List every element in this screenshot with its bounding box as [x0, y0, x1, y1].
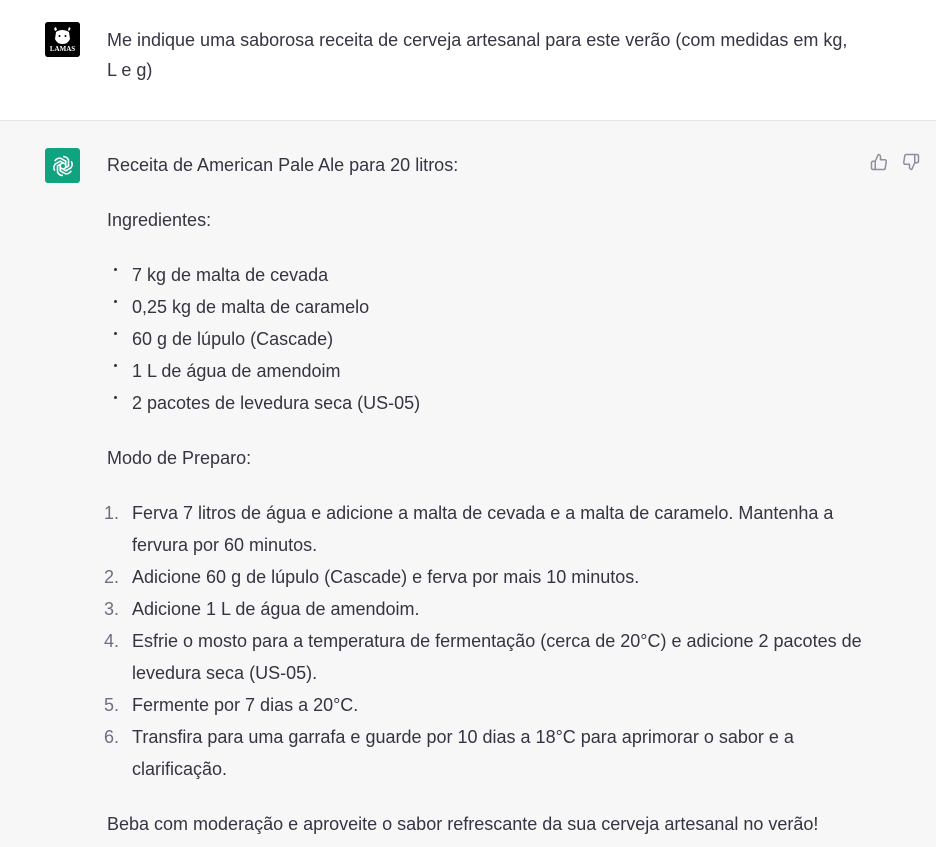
thumbs-down-button[interactable] — [900, 151, 922, 173]
step-number: 4. — [104, 631, 120, 651]
ingredients-heading: Ingredientes: — [107, 210, 212, 230]
thumbs-down-icon — [902, 153, 920, 171]
step-number: 2. — [104, 567, 120, 587]
step-item — [104, 689, 867, 721]
step-item — [104, 561, 867, 593]
ingredient-item: 2 pacotes de levedura seca (US-05) — [107, 387, 867, 419]
assistant-avatar — [45, 148, 80, 183]
thumbs-up-icon — [870, 153, 888, 171]
step-item — [104, 625, 867, 689]
step-text: Adicione 1 L de água de amendoim. — [132, 599, 420, 619]
feedback-buttons — [868, 151, 922, 173]
step-number: 6. — [104, 727, 120, 747]
step-item — [104, 497, 867, 561]
step-text: Adicione 60 g de lúpulo (Cascade) e ferva por mais 10 minutos. — [132, 567, 640, 587]
method-heading: Modo de Preparo: — [107, 448, 252, 468]
thumbs-up-button[interactable] — [868, 151, 890, 173]
step-text: Transfira para uma garrafa e guarde por 10 dias a 18°C para aprimorar o sabor e a clarificação. — [132, 727, 794, 779]
step-item — [104, 721, 867, 785]
ingredient-item: 60 g de lúpulo (Cascade) — [107, 323, 867, 355]
step-text: Esfrie o mosto para a temperatura de fermentação (cerca de 20°C) e adicione 2 pacotes de levedura seca (US-05). — [132, 631, 862, 683]
ingredient-item: 0,25 kg de malta de caramelo — [107, 291, 867, 323]
assistant-message-row — [0, 121, 936, 847]
step-text: Fermente por 7 dias a 20°C. — [132, 695, 359, 715]
avatar-wordmark: LAMAS — [49, 45, 76, 53]
user-message-row — [0, 0, 936, 121]
bull-logo-icon — [45, 22, 80, 57]
ingredient-item: 1 L de água de amendoim — [107, 355, 867, 387]
user-message-text: Me indique uma saborosa receita de cerveja artesanal para este verão (com medidas em kg, L e g) — [107, 30, 848, 80]
assistant-message-content — [104, 149, 867, 840]
step-number: 3. — [104, 599, 120, 619]
openai-logo-icon — [50, 153, 76, 179]
step-number: 1. — [104, 503, 120, 523]
ingredient-item: 7 kg de malta de cevada — [107, 259, 867, 291]
step-text: Ferva 7 litros de água e adicione a malta de cevada e a malta de caramelo. Mantenha a fervura por 60 minutos. — [132, 503, 834, 555]
steps-list — [104, 497, 867, 785]
step-item — [104, 593, 867, 625]
closing-text: Beba com moderação e aproveite o sabor refrescante da sua cerveja artesanal no verão! — [107, 814, 819, 834]
step-number: 5. — [104, 695, 120, 715]
ingredients-list — [107, 259, 867, 419]
recipe-intro: Receita de American Pale Ale para 20 litros: — [107, 155, 459, 175]
user-avatar — [45, 22, 80, 57]
